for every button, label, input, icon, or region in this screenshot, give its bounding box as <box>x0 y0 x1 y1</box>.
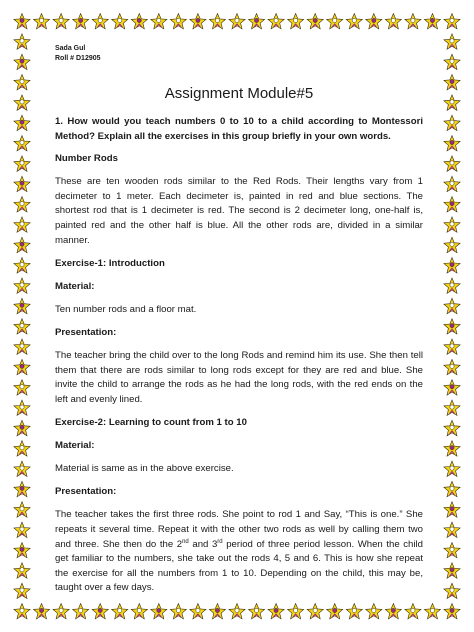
star-figure-icon <box>405 604 421 619</box>
star-figure-icon <box>268 604 284 619</box>
superscript-nd: nd <box>182 538 189 545</box>
star-figure-icon <box>444 583 460 598</box>
star-figure-icon <box>14 319 30 334</box>
star-figure-icon <box>444 115 460 130</box>
star-figure-icon <box>444 522 460 537</box>
roll-number: Roll # D12905 <box>55 54 101 62</box>
presentation-text-part1: The teacher takes the first three rods. She point to rod 1 and Say, “This is one.” She repeats it several time. Repeat it with the other two rods as well by calling them two and three. She then do the 2 <box>55 509 423 550</box>
star-figure-icon <box>14 54 30 69</box>
star-figure-icon <box>14 217 30 232</box>
star-figure-icon <box>288 14 304 29</box>
star-figure-icon <box>92 14 108 29</box>
star-figure-icon <box>288 604 304 619</box>
star-figure-icon <box>14 176 30 191</box>
star-figure-icon <box>190 14 206 29</box>
star-figure-icon <box>14 14 30 29</box>
star-figure-icon <box>444 563 460 578</box>
star-figure-icon <box>14 278 30 293</box>
star-figure-icon <box>190 604 206 619</box>
star-figure-icon <box>444 95 460 110</box>
number-rods-paragraph: These are ten wooden rods similar to the Red Rods. Their lengths vary from 1 decimeter to 1 meter. Each decimeter is, painted in red and blue sections. The shortest rod that is 1 decimeter is red. The second is 2 decimeter long, one-half is, painted red and the other half is blue. All the other rods are, divided in a similar manner. <box>55 176 423 246</box>
exercise2-heading: Exercise-2: Learning to count from 1 to 10 <box>55 417 247 428</box>
star-figure-icon <box>14 380 30 395</box>
star-figure-icon <box>444 197 460 212</box>
star-figure-icon <box>14 543 30 558</box>
star-figure-icon <box>14 441 30 456</box>
exercise2-material-text: Material is same as in the above exercise. <box>55 463 234 475</box>
exercise2-material-label: Material: <box>55 440 95 452</box>
star-figure-icon <box>307 604 323 619</box>
exercise1-presentation-label: Presentation: <box>55 327 117 339</box>
star-figure-icon <box>444 258 460 273</box>
star-figure-icon <box>14 258 30 273</box>
star-figure-icon <box>14 197 30 212</box>
author-block <box>55 44 423 63</box>
exercise1-material-text: Ten number rods and a floor mat. <box>55 303 197 315</box>
star-figure-icon <box>346 604 362 619</box>
star-figure-icon <box>366 604 382 619</box>
document-content <box>55 44 423 604</box>
star-figure-icon <box>405 14 421 29</box>
star-figure-icon <box>14 136 30 151</box>
star-figure-icon <box>229 14 245 29</box>
star-figure-icon <box>14 461 30 476</box>
star-figure-icon <box>444 319 460 334</box>
presentation-text-part3: period of three period lesson. When the child get familiar to the numbers, she take out the rods 4, 5 and 6. This is how she repeat the exercise for all the numbers from 1 to 10. Depending on the child, this may be, taught over a few days. <box>55 538 423 594</box>
star-figure-icon <box>327 14 343 29</box>
star-figure-icon <box>14 156 30 171</box>
star-figure-icon <box>151 14 167 29</box>
star-figure-icon <box>14 522 30 537</box>
star-figure-icon <box>444 156 460 171</box>
star-figure-icon <box>14 400 30 415</box>
exercise1-heading: Exercise-1: Introduction <box>55 257 165 269</box>
star-figure-icon <box>14 502 30 517</box>
star-figure-icon <box>131 604 147 619</box>
star-figure-icon <box>170 14 186 29</box>
star-figure-icon <box>14 237 30 252</box>
star-figure-icon <box>444 420 460 435</box>
star-figure-icon <box>34 14 50 29</box>
exercise1-presentation-text: The teacher bring the child over to the long Rods and remind him its use. She then tell them that there are rods similar to long rods except for they are red and blue. She invite the child to arrange the rods as he had the long rods, with the red ends on the left and evenly lined. <box>55 350 423 405</box>
star-figure-icon <box>444 14 460 29</box>
star-figure-icon <box>444 481 460 496</box>
star-figure-icon <box>14 583 30 598</box>
star-figure-icon <box>424 604 440 619</box>
star-figure-icon <box>385 14 401 29</box>
star-figure-icon <box>249 14 265 29</box>
star-figure-icon <box>444 54 460 69</box>
star-figure-icon <box>14 604 30 619</box>
star-figure-icon <box>209 14 225 29</box>
star-figure-icon <box>385 604 401 619</box>
superscript-rd: rd <box>217 538 223 545</box>
star-figure-icon <box>73 14 89 29</box>
star-figure-icon <box>170 604 186 619</box>
star-figure-icon <box>53 604 69 619</box>
star-figure-icon <box>444 502 460 517</box>
star-figure-icon <box>14 34 30 49</box>
question-text: 1. How would you teach numbers 0 to 10 to a child according to Montessori Method? Explain all the exercises in this group briefly in your own words. <box>55 116 423 142</box>
star-figure-icon <box>151 604 167 619</box>
star-figure-icon <box>14 95 30 110</box>
star-figure-icon <box>14 339 30 354</box>
star-figure-icon <box>14 75 30 90</box>
star-figure-icon <box>444 400 460 415</box>
page-title: Assignment Module#5 <box>164 85 314 102</box>
star-figure-icon <box>112 14 128 29</box>
star-figure-icon <box>444 237 460 252</box>
star-figure-icon <box>34 604 50 619</box>
star-figure-icon <box>92 604 108 619</box>
star-figure-icon <box>14 481 30 496</box>
star-figure-icon <box>307 14 323 29</box>
star-figure-icon <box>444 278 460 293</box>
star-figure-icon <box>444 217 460 232</box>
star-figure-icon <box>424 14 440 29</box>
star-figure-icon <box>268 14 284 29</box>
section-heading-number-rods: Number Rods <box>55 153 118 165</box>
exercise1-material-label: Material: <box>55 280 95 292</box>
exercise2-presentation-text <box>55 508 423 596</box>
star-figure-icon <box>209 604 225 619</box>
star-figure-icon <box>14 298 30 313</box>
star-figure-icon <box>444 441 460 456</box>
star-figure-icon <box>444 136 460 151</box>
star-figure-icon <box>14 115 30 130</box>
star-figure-icon <box>73 604 89 619</box>
star-figure-icon <box>14 359 30 374</box>
star-figure-icon <box>444 604 460 619</box>
star-figure-icon <box>112 604 128 619</box>
star-figure-icon <box>444 359 460 374</box>
star-figure-icon <box>14 563 30 578</box>
star-figure-icon <box>346 14 362 29</box>
star-figure-icon <box>444 543 460 558</box>
star-figure-icon <box>249 604 265 619</box>
star-figure-icon <box>444 380 460 395</box>
star-figure-icon <box>444 176 460 191</box>
star-figure-icon <box>327 604 343 619</box>
star-figure-icon <box>366 14 382 29</box>
star-figure-icon <box>444 34 460 49</box>
star-figure-icon <box>444 75 460 90</box>
star-figure-icon <box>53 14 69 29</box>
author-name: Sada Gul <box>55 45 86 52</box>
presentation-text-part2: and 3 <box>188 538 218 550</box>
star-figure-icon <box>444 339 460 354</box>
star-figure-icon <box>444 298 460 313</box>
star-figure-icon <box>444 461 460 476</box>
star-figure-icon <box>14 420 30 435</box>
star-figure-icon <box>131 14 147 29</box>
exercise2-presentation-label: Presentation: <box>55 486 117 498</box>
star-figure-icon <box>229 604 245 619</box>
